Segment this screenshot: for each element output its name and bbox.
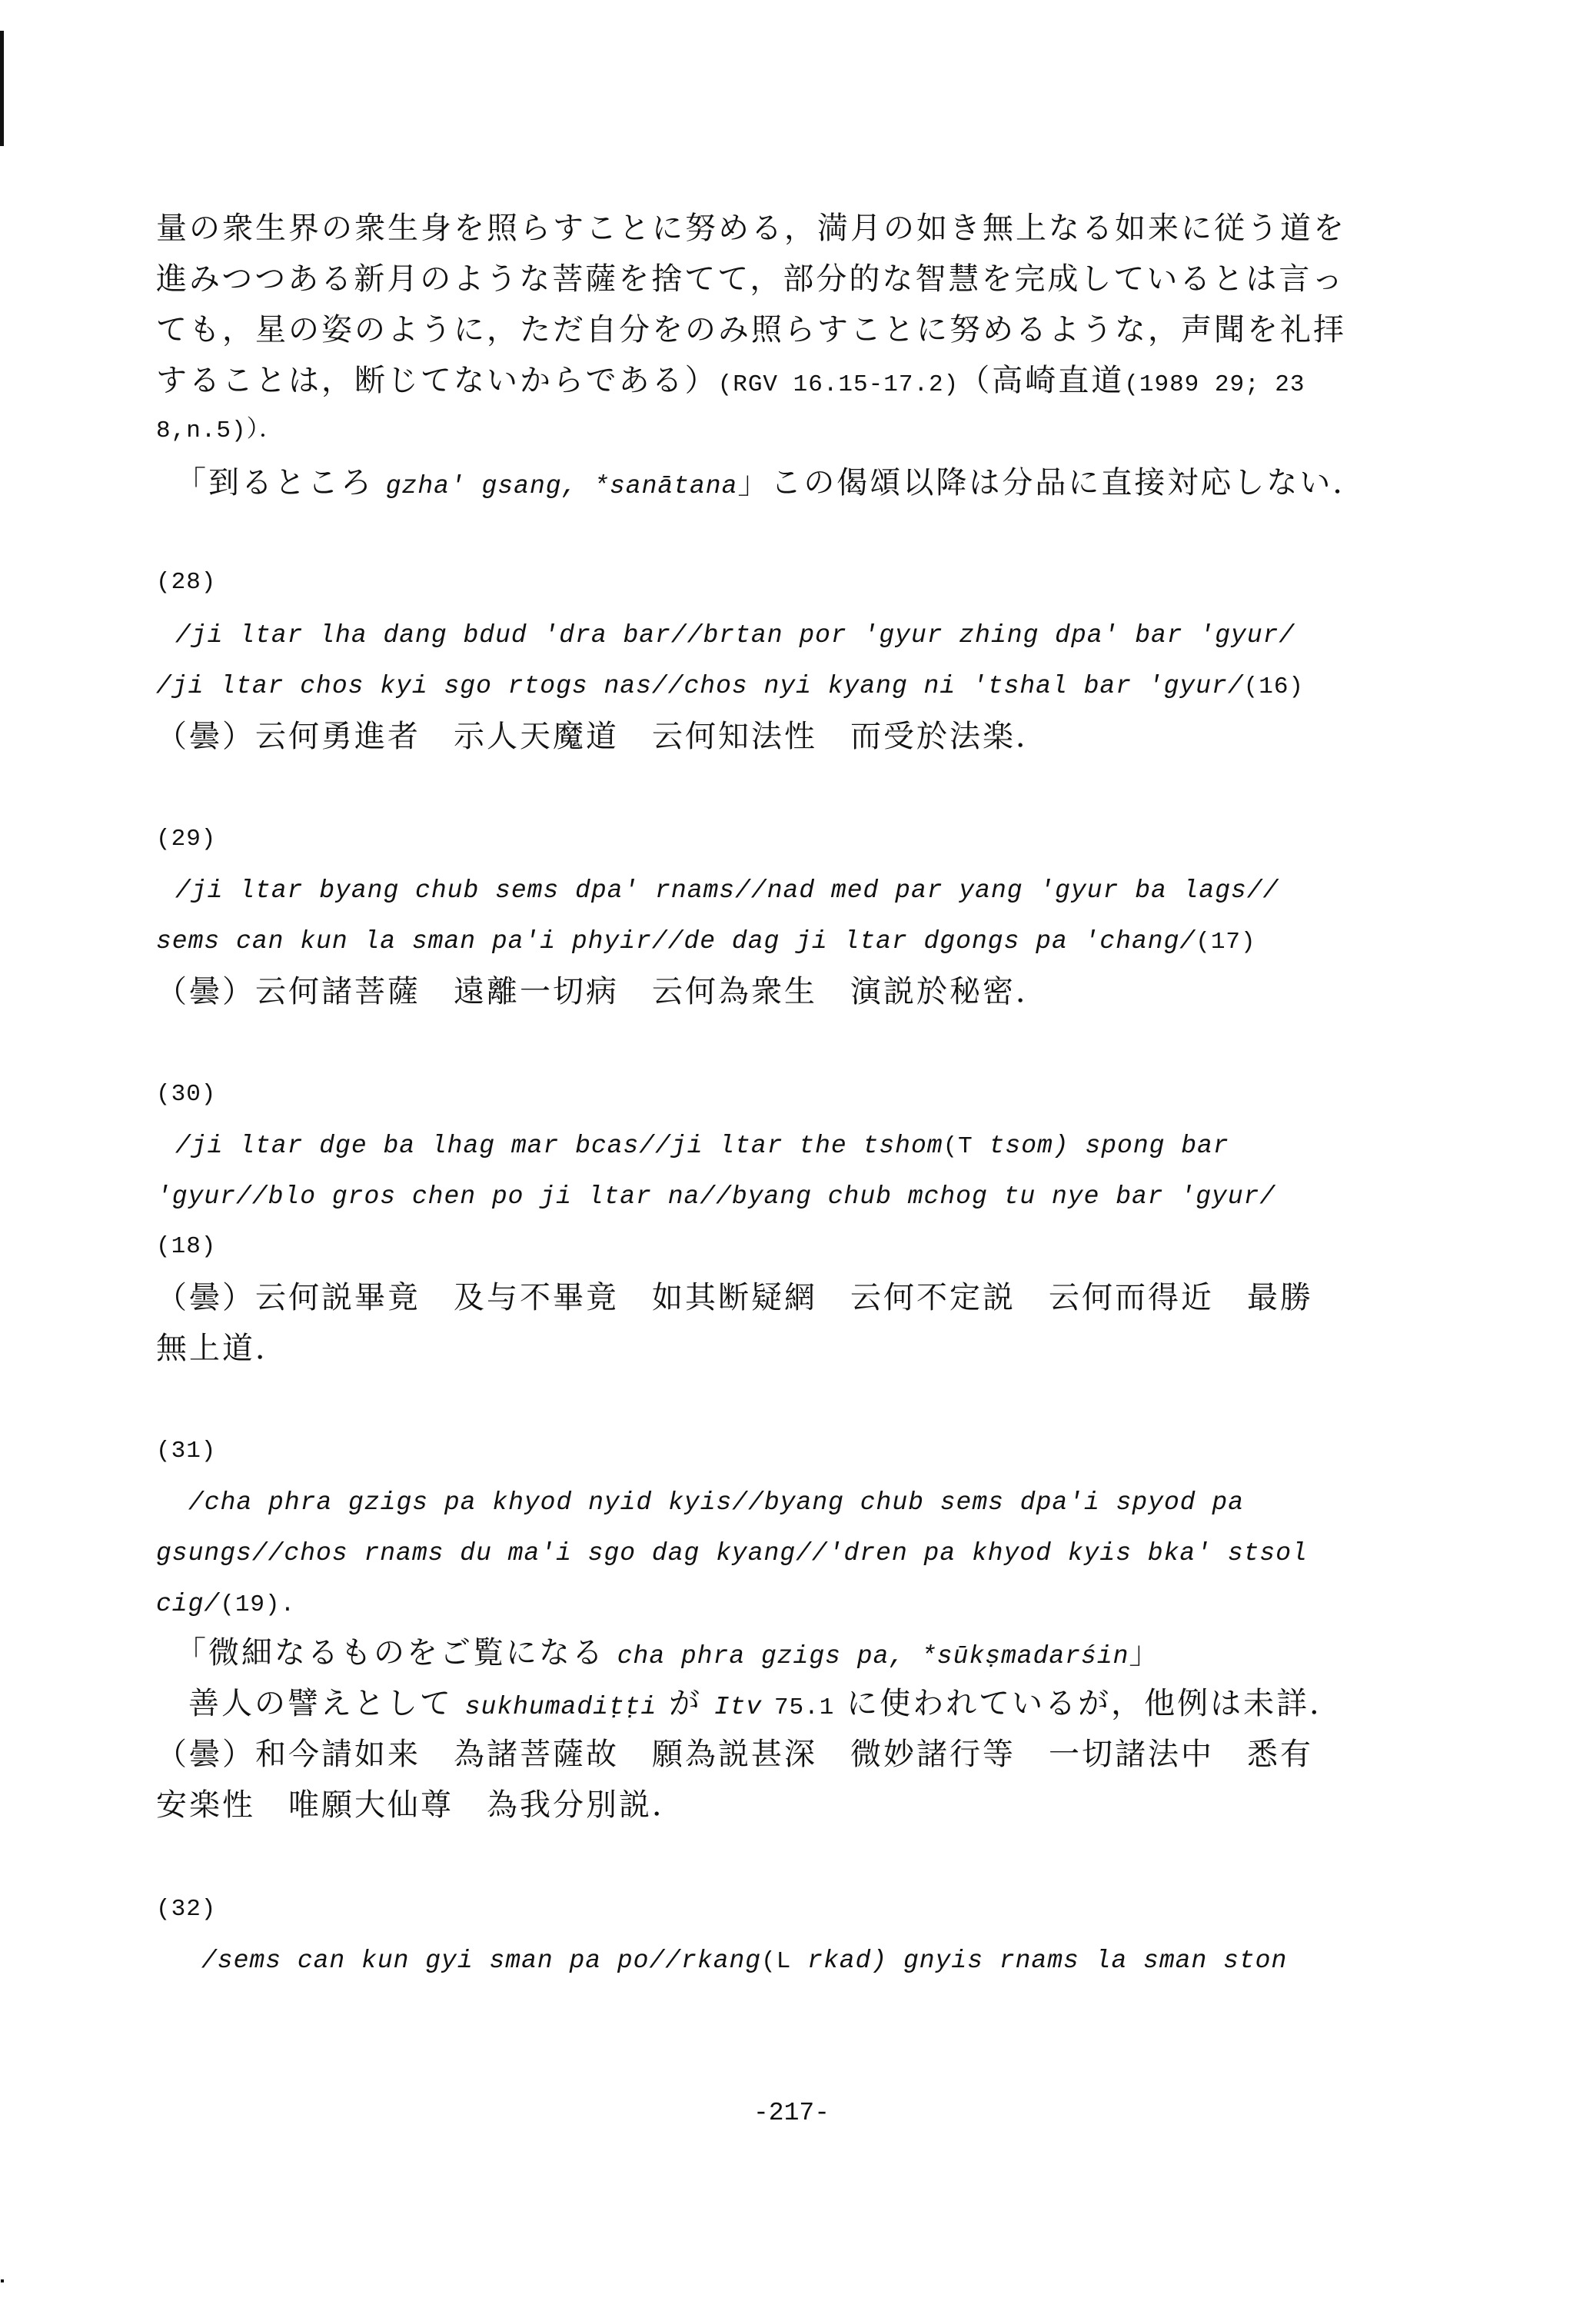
intro-line-1: 量の衆生界の衆生身を照らすことに努める，満月の如き無上なる如来に従う道を	[156, 211, 1346, 246]
verse-29-tibetan-2	[156, 929, 1256, 954]
page-number: -217-	[753, 2099, 830, 2127]
binding-mark-dot	[1, 2279, 4, 2282]
verse-30-variant-siglum: (T	[943, 1133, 973, 1160]
verse-29-number: (29)	[156, 826, 217, 853]
verse-29-chinese: （曇）云何諸菩薩 遠離一切病 云何為衆生 演説於秘密．	[156, 974, 1049, 1009]
verse-30-tibetan-1	[175, 1133, 1229, 1159]
verse-32-number: (32)	[156, 1896, 217, 1923]
intro-line-4	[156, 365, 1305, 397]
verse-31-note-2-source: Itv	[713, 1693, 763, 1721]
verse-29-note-ref: (17)	[1196, 929, 1256, 956]
intro-line-3: ても，星の姿のように，ただ自分をのみ照らすことに努めるような，声聞を礼拝	[156, 312, 1346, 347]
verse-30-variant-reading: tsom)	[989, 1132, 1069, 1160]
verse-31-note-2a: 善人の譬えとして	[188, 1686, 453, 1721]
verse-31-note-2f: に使われているが，他例は未詳．	[846, 1686, 1343, 1721]
verse-32-tibetan-1a: /sems can kun gyi sman pa po//rkang	[201, 1947, 762, 1975]
intro-line-4-text: することは，断じてないからである）	[156, 363, 718, 398]
verse-31-note-2-page: 75.1	[773, 1694, 835, 1721]
verse-31-tibetan-3	[156, 1591, 295, 1617]
verse-31-note-2-term: sukhumadiṭṭi	[464, 1693, 657, 1721]
verse-31-tibetan-2: gsungs//chos rnams du ma'i sgo dag kyang//'dren pa khyod kyis bka' stsol	[156, 1539, 1308, 1568]
verse-28-tibetan-2-text: /ji ltar chos kyi sgo rtogs nas//chos nyi kyang ni 'tshal bar 'gyur/	[156, 672, 1244, 700]
takasaki-ref: （高崎直道	[959, 363, 1125, 398]
verse-31-note-ref: (19).	[220, 1591, 296, 1618]
verse-31-note-1c: 」	[1129, 1635, 1162, 1671]
verse-29-tibetan-2-text: sems can kun la sman pa'i phyir//de dag ji ltar dgongs pa 'chang/	[156, 927, 1196, 956]
verse-31-note-2	[188, 1688, 1342, 1720]
takasaki-year: (1989 29; 23	[1124, 371, 1305, 398]
verse-28-tibetan-2	[156, 673, 1304, 699]
verse-32-variant-siglum: (L	[761, 1948, 792, 1975]
intro-note	[175, 467, 1365, 499]
verse-30-tibetan-1d: spong bar	[1085, 1132, 1229, 1160]
verse-31-chinese-2: 安楽性 唯願大仙尊 為我分別説．	[156, 1787, 685, 1823]
verse-28-number: (28)	[156, 569, 217, 596]
verse-32-tibetan-1	[201, 1948, 1287, 1973]
verse-30-tibetan-2: 'gyur//blo gros chen po ji ltar na//byang chub mchog tu nye bar 'gyur/	[156, 1182, 1276, 1211]
binding-mark-top	[0, 31, 4, 146]
verse-28-note-ref: (16)	[1243, 673, 1305, 700]
verse-30-chinese-2: 無上道．	[156, 1331, 288, 1366]
verse-32-tibetan-1d: gnyis rnams la sman ston	[903, 1947, 1288, 1975]
intro-line-2: 進みつつある新月のような菩薩を捨てて，部分的な智慧を完成しているとは言っ	[156, 261, 1345, 297]
verse-31-number: (31)	[156, 1438, 217, 1465]
verse-31-note-2c: が	[669, 1686, 703, 1721]
verse-30-note-ref: (18)	[156, 1233, 217, 1260]
verse-31-tibetan-3-text: cig/	[156, 1590, 221, 1618]
verse-28-tibetan-1: /ji ltar lha dang bdud 'dra bar//brtan por 'gyur zhing dpa' bar 'gyur/	[175, 621, 1295, 650]
verse-28-chinese: （曇）云何勇進者 示人天魔道 云何知法性 而受於法楽．	[156, 719, 1049, 754]
verse-31-note-1-term: cha phra gzigs pa, *sūkṣmadarśin	[617, 1642, 1129, 1671]
intro-note-term: gzha' gsang, *sanātana	[385, 472, 738, 500]
rgv-citation: (RGV 16.15-17.2)	[717, 371, 959, 398]
verse-30-chinese-1: （曇）云何説畢竟 及与不畢竟 如其断疑網 云何不定説 云何而得近 最勝	[156, 1280, 1313, 1315]
verse-32-variant-reading: rkad)	[807, 1947, 888, 1975]
verse-31-chinese-1: （曇）和今請如来 為諸菩薩故 願為説甚深 微妙諸行等 一切諸法中 悉有	[156, 1737, 1313, 1772]
verse-30-tibetan-1a: /ji ltar dge ba lhag mar bcas//ji ltar the tshom	[175, 1132, 943, 1160]
intro-line-5: 8,n.5)）．	[156, 417, 284, 444]
verse-31-note-1	[175, 1637, 1162, 1669]
intro-note-a: 「到るところ	[175, 465, 374, 500]
verse-31-tibetan-1: /cha phra gzigs pa khyod nyid kyis//byang chub sems dpa'i spyod pa	[188, 1488, 1245, 1517]
verse-31-note-1a: 「微細なるものをご覧になる	[175, 1635, 605, 1671]
verse-29-tibetan-1: /ji ltar byang chub sems dpa' rnams//nad med par yang 'gyur ba lags//	[175, 876, 1279, 905]
intro-note-c: 」この偈頌以降は分品に直接対応しない．	[737, 465, 1366, 500]
verse-30-number: (30)	[156, 1081, 217, 1108]
